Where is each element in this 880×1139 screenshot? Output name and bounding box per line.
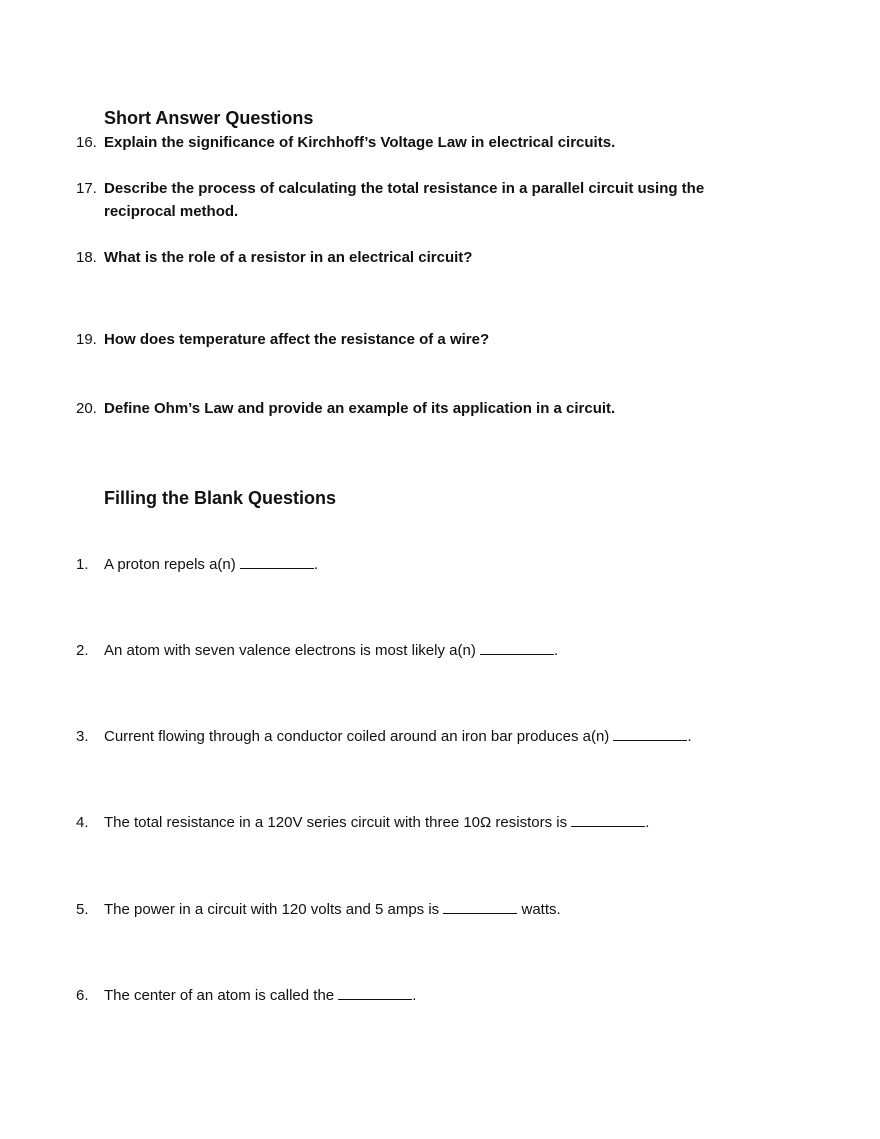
section-heading-short-answer: Short Answer Questions xyxy=(104,108,314,128)
question-text-end: watts. xyxy=(517,901,561,918)
question-text: A proton repels a(n) xyxy=(104,556,240,573)
question-text-end: . xyxy=(412,987,417,1004)
question-16 xyxy=(76,131,776,154)
question-text: The power in a circuit with 120 volts and 5 amps is xyxy=(104,901,444,918)
question-number: 6. xyxy=(76,987,89,1004)
question-number: 20. xyxy=(76,400,97,417)
question-number: 16. xyxy=(76,134,97,151)
question-19 xyxy=(76,328,776,351)
answer-blank[interactable] xyxy=(613,739,687,741)
question-text: An atom with seven valence electrons is most likely a(n) xyxy=(104,642,480,659)
section-heading-fill-blank: Filling the Blank Questions xyxy=(104,488,337,508)
question-18 xyxy=(76,246,776,269)
fill-question-5 xyxy=(76,898,776,921)
question-text: Explain the significance of Kirchhoff’s Voltage Law in electrical circuits. xyxy=(104,134,616,151)
fill-question-2 xyxy=(76,639,776,662)
answer-blank[interactable] xyxy=(571,825,645,827)
question-text-end: . xyxy=(313,556,319,573)
question-20 xyxy=(76,397,776,420)
fill-question-1 xyxy=(76,553,776,576)
answer-blank[interactable] xyxy=(240,567,314,569)
answer-blank[interactable] xyxy=(480,653,554,655)
question-text: The total resistance in a 120V series circuit with three 10Ω resistors is xyxy=(104,814,572,831)
question-number: 1. xyxy=(76,556,89,573)
question-text-end: . xyxy=(554,642,559,659)
question-text: What is the role of a resistor in an electrical circuit? xyxy=(104,249,473,266)
question-text-end: . xyxy=(645,814,650,831)
question-text: Describe the process of calculating the total resistance in a parallel circuit using the reciprocal method. xyxy=(104,180,705,220)
fill-question-6 xyxy=(76,984,776,1007)
question-number: 18. xyxy=(76,249,97,266)
fill-question-4 xyxy=(76,811,776,834)
question-17 xyxy=(76,177,756,223)
question-text: How does temperature affect the resistance of a wire? xyxy=(104,331,490,348)
question-number: 19. xyxy=(76,331,97,348)
question-text: Current flowing through a conductor coiled around an iron bar produces a(n) xyxy=(104,728,614,745)
question-text-end: . xyxy=(687,728,692,745)
question-number: 17. xyxy=(76,180,97,197)
question-text: Define Ohm’s Law and provide an example of its application in a circuit. xyxy=(104,400,616,417)
question-text: The center of an atom is called the xyxy=(104,987,339,1004)
answer-blank[interactable] xyxy=(443,912,517,914)
question-number: 5. xyxy=(76,901,89,918)
question-number: 3. xyxy=(76,728,89,745)
fill-question-3 xyxy=(76,725,796,748)
question-number: 2. xyxy=(76,642,89,659)
answer-blank[interactable] xyxy=(338,998,412,1000)
question-number: 4. xyxy=(76,814,89,831)
